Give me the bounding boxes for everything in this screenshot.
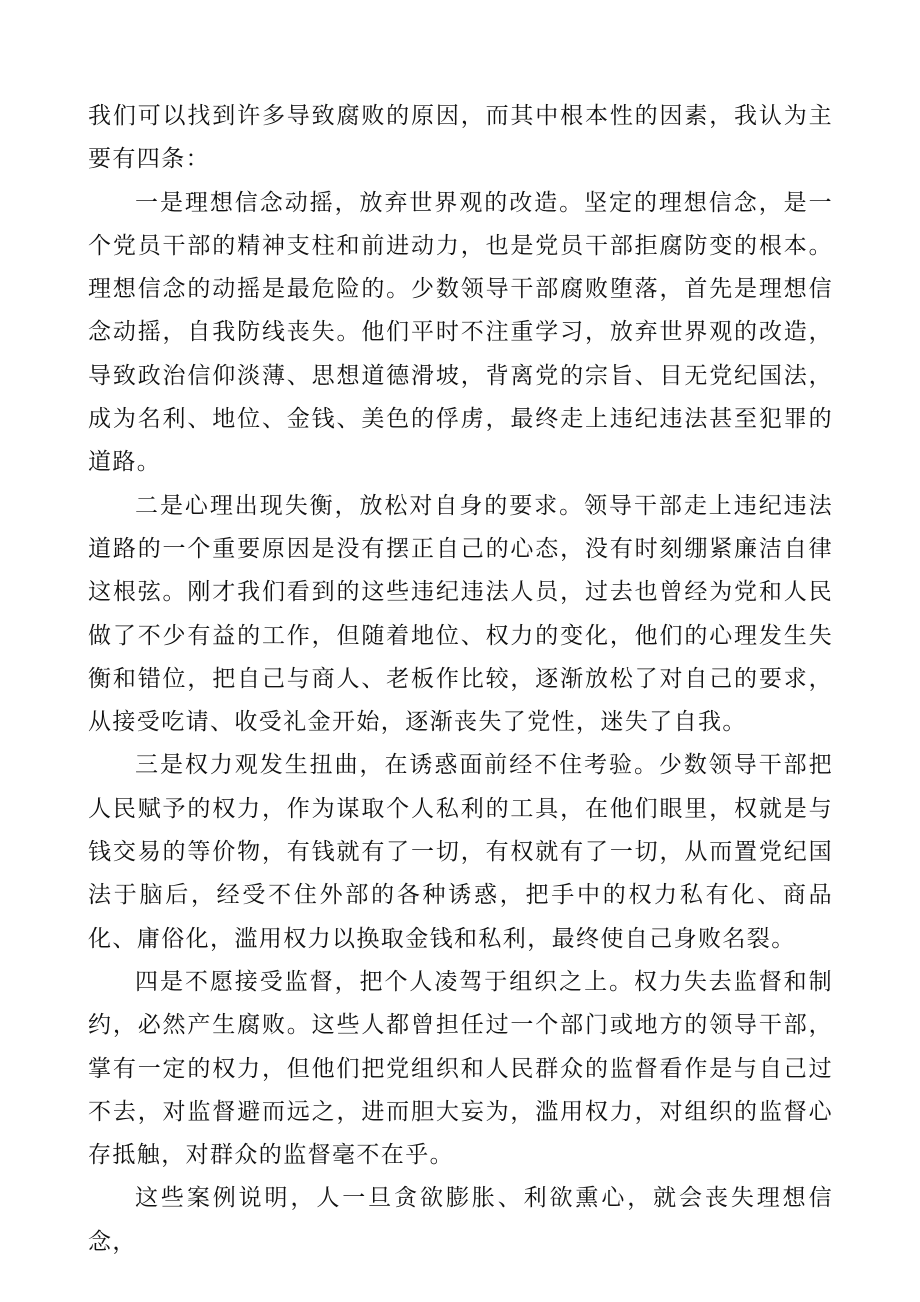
paragraph-conclusion: 这些案例说明，人一旦贪欲膨胀、利欲熏心，就会丧失理想信念， xyxy=(88,1185,833,1255)
paragraph-point-one: 一是理想信念动摇，放弃世界观的改造。坚定的理想信念，是一个党员干部的精神支柱和前进动力，也是党员干部拒腐防变的根本。理想信念的动摇是最危险的。少数领导干部腐败堕落，首先是理想信念动摇，自我防线丧失。他们平时不注重学习，放弃世界观的改造，导致政治信仰淡薄、思想道德滑坡，背离党的宗旨、目无党纪国法，成为名利、地位、金钱、美色的俘虏，最终走上违纪违法甚至犯罪的道路。 xyxy=(88,189,833,476)
paragraph-intro: 我们可以找到许多导致腐败的原因，而其中根本性的因素，我认为主要有四条： xyxy=(88,103,833,173)
document-body xyxy=(88,95,833,1264)
paragraph-point-two: 二是心理出现失衡，放松对自身的要求。领导干部走上违纪违法道路的一个重要原因是没有摆正自己的心态，没有时刻绷紧廉洁自律这根弦。刚才我们看到的这些违纪违法人员，过去也曾经为党和人民做了不少有益的工作，但随着地位、权力的变化，他们的心理发生失衡和错位，把自己与商人、老板作比较，逐渐放松了对自己的要求，从接受吃请、收受礼金开始，逐渐丧失了党性，迷失了自我。 xyxy=(88,492,833,736)
paragraph-point-four: 四是不愿接受监督，把个人凌驾于组织之上。权力失去监督和制约，必然产生腐败。这些人都曾担任过一个部门或地方的领导干部，掌有一定的权力，但他们把党组织和人民群众的监督看作是与自己过不去，对监督避而远之，进而胆大妄为，滥用权力，对组织的监督心存抵触，对群众的监督毫不在乎。 xyxy=(88,968,833,1169)
paragraph-point-three: 三是权力观发生扭曲，在诱惑面前经不住考验。少数领导干部把人民赋予的权力，作为谋取个人私利的工具，在他们眼里，权就是与钱交易的等价物，有钱就有了一切，有权就有了一切，从而置党纪国法于脑后，经受不住外部的各种诱惑，把手中的权力私有化、商品化、庸俗化，滥用权力以换取金钱和私利，最终使自己身败名裂。 xyxy=(88,752,833,952)
